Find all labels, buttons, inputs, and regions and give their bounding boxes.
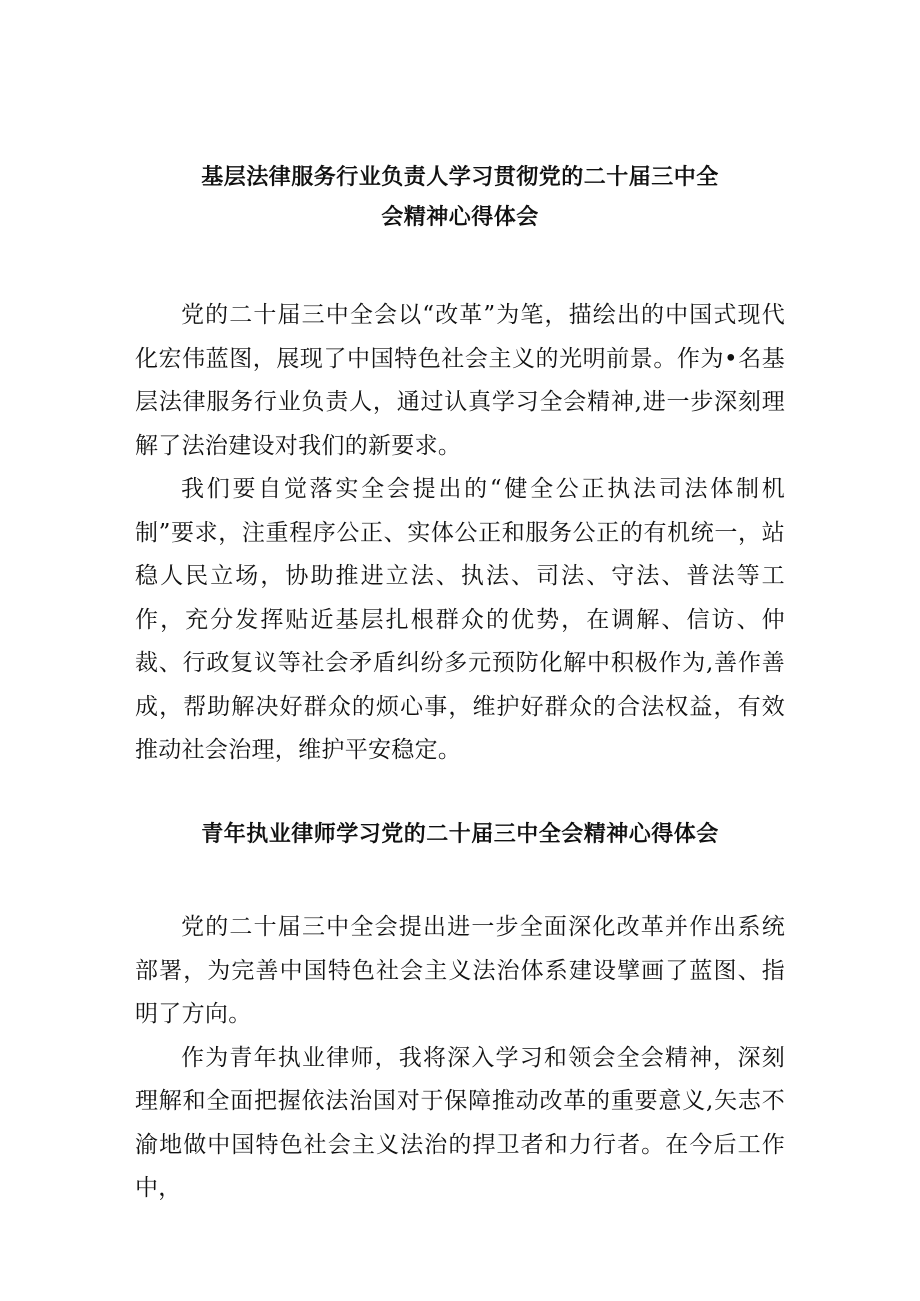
article-1-body xyxy=(135,294,785,773)
article-1-title xyxy=(140,158,780,238)
article-2-title xyxy=(140,815,780,855)
article-2-paragraph-2: 作为青年执业律师，我将深入学习和领会全会精神，深刻理解和全面把握依法治国对于保障推动改革的重要意义,矢志不渝地做中国特色社会主义法治的捍卫者和力行者。在今后工作中， xyxy=(135,1044,785,1201)
article-1-title-line-1: 基层法律服务行业负责人学习贯彻党的二十届三中全 xyxy=(201,165,719,190)
article-2-paragraph-1: 党的二十届三中全会提出进一步全面深化改革并作出系统部署，为完善中国特色社会主义法治体系建设擘画了蓝图、指明了方向。 xyxy=(135,914,785,1027)
article-1-paragraph-2: 我们要自觉落实全会提出的“健全公正执法司法体制机制”要求，注重程序公正、实体公正和服务公正的有机统一，站稳人民立场，协助推进立法、执法、司法、守法、普法等工作，充分发挥贴近基层扎根群众的优势，在调解、信访、仲裁、行政复议等社会矛盾纠纷多元预防化解中积极作为,善作善成，帮助解决好群众的烦心事，维护好群众的合法权益，有效推动社会治理，维护平安稳定。 xyxy=(135,476,785,763)
article-2-title-line: 青年执业律师学习党的二十届三中全会精神心得体会 xyxy=(201,822,719,847)
article-1-paragraph-1: 党的二十届三中全会以“改革”为笔，描绘出的中国式现代化宏伟蓝图，展现了中国特色社会主义的光明前景。作为•名基层法律服务行业负责人，通过认真学习全会精神,进一步深刻理解了法治建设对我们的新要求。 xyxy=(135,302,785,459)
article-1-title-line-2: 会精神心得体会 xyxy=(381,205,539,230)
article-2-body xyxy=(135,906,785,1211)
